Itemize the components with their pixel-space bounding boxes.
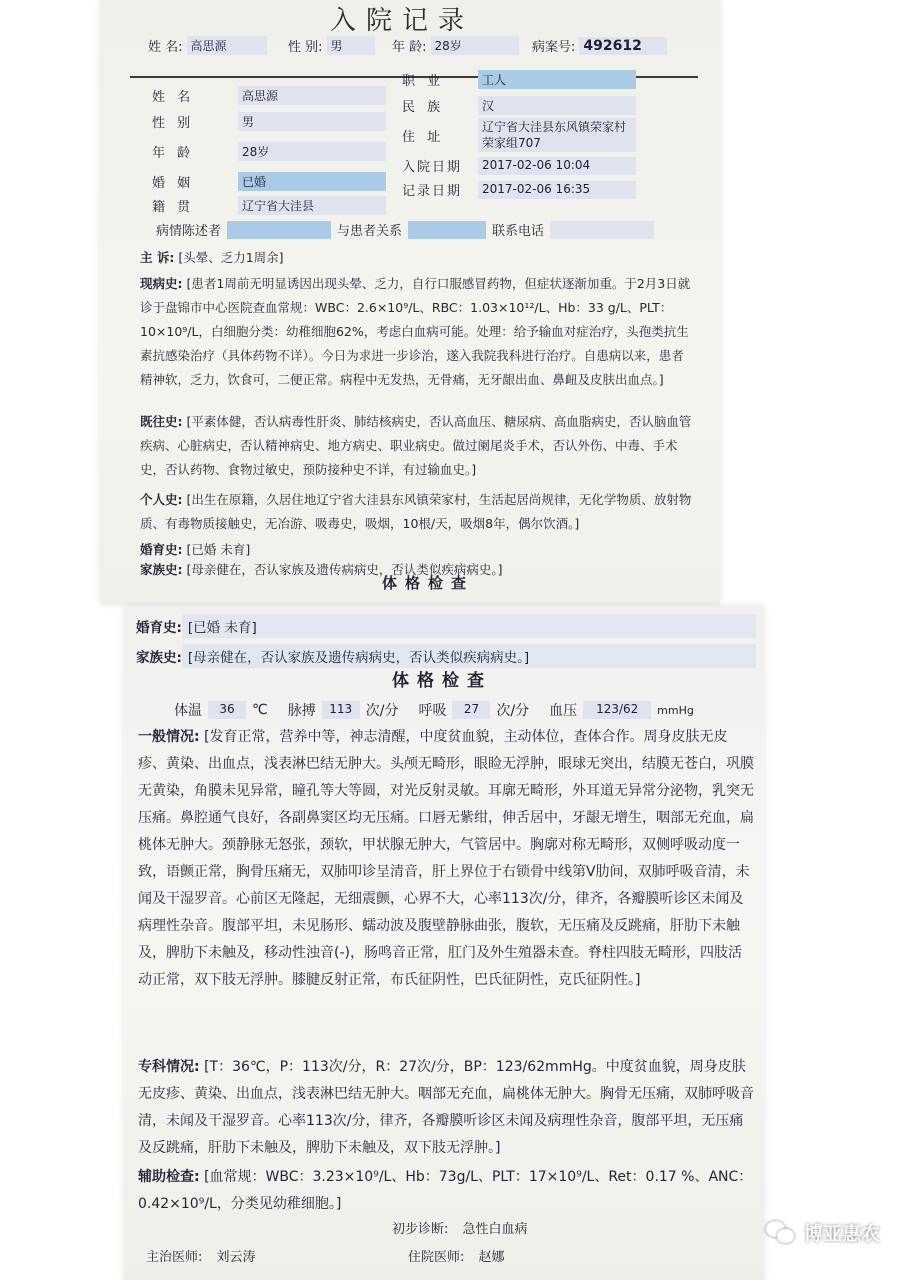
- relation-label: 与患者关系: [337, 224, 403, 239]
- specialty-condition: [138, 1054, 754, 1162]
- admission-record-page-2: [124, 606, 764, 1280]
- field-address: [402, 118, 636, 152]
- hpi-text: [患者1周前无明显诱因出现头晕、乏力，自行口服感冒药物，但症状逐渐加重。于2月3日就诊于盘锦市中心医院查血常规：WBC：2.6×10⁹/L、RBC：1.03×10¹²/L、Hb：33 g/L、PLT：10×10⁹/L，白细胞分类：幼稚细胞62%，考虑白血病可能。处理：给予输血对症治疗，头孢类抗生素抗感染治疗（具体药物不详）。今日为求进一步诊治，遂入我院我科进行治疗。自患病以来，患者精神软，乏力，饮食可，二便正常。病程中无发热，无骨痛，无牙龈出血、鼻衄及皮肤出血点。]: [140, 276, 691, 387]
- bp-label: 血压: [549, 703, 578, 719]
- narrator-row: [156, 220, 654, 239]
- field-value: 28岁: [238, 142, 386, 161]
- wechat-logo-icon: [766, 1221, 796, 1245]
- exam-heading: 体格检查: [392, 671, 492, 691]
- pulse-value: 113: [322, 701, 360, 719]
- personal-history: [140, 488, 696, 536]
- field-label: 姓 名: [152, 90, 195, 105]
- family-history-2: [136, 644, 756, 668]
- field-value: 已婚: [238, 172, 386, 191]
- field-label: 入院日期: [402, 160, 463, 175]
- header-case-label: 病案号:: [532, 40, 576, 55]
- header-case-value: 492612: [579, 37, 667, 55]
- page-title: 入院记录: [330, 6, 475, 36]
- personal-text: [出生在原籍，久居住地辽宁省大洼县东风镇荣家村，生活起居尚规律，无化学物质、放射物质、有毒物质接触史，无冶游、吸毒史，吸烟，10根/天，吸烟8年，偶尔饮酒。]: [140, 492, 692, 531]
- field-value: 汉: [478, 96, 636, 115]
- field-value: 辽宁省大洼县: [238, 196, 386, 215]
- field-value: 工人: [478, 70, 636, 89]
- diag-label: 初步诊断:: [392, 1222, 449, 1237]
- field-name: [152, 86, 386, 105]
- past-history: [140, 410, 696, 482]
- special-text: [T：36℃，P：113次/分，R：27次/分，BP：123/62mmHg。中度贫血貌，周身皮肤无皮疹、黄染、出血点，浅表淋巴结无肿大。咽部无充血，扁桃体无肿大。胸骨无压痛，双肺呼吸音清，未闻及干湿罗音。心率113次/分，律齐，各瓣膜听诊区未闻及病理性杂音，腹部平坦，无压痛及反跳痛，肝肋下未触及，脾肋下未触及，双下肢无浮肿。]: [138, 1059, 754, 1156]
- past-label: 既往史:: [140, 414, 183, 429]
- field-admission-date: [402, 156, 636, 175]
- header-sex-label: 性 别:: [288, 40, 323, 55]
- field-record-date: [402, 180, 636, 199]
- marital-label: 婚育史:: [136, 620, 182, 636]
- relation-value: [408, 221, 486, 239]
- field-label: 住 址: [402, 129, 445, 145]
- field-label: 年 龄: [152, 146, 195, 161]
- resp-label: 呼吸: [418, 703, 447, 719]
- resp-unit: 次/分: [496, 703, 530, 719]
- auxiliary-exam: [138, 1164, 754, 1218]
- field-ethnicity: [402, 96, 636, 115]
- family-label: 家族史:: [140, 562, 183, 577]
- resident-label: 住院医师:: [408, 1250, 465, 1265]
- field-value: 2017-02-06 16:35: [478, 181, 636, 199]
- past-text: [平素体健，否认病毒性肝炎、肺结核病史，否认高血压、糖尿病、高血脂病史，否认脑血管疾病、心脏病史，否认精神病史、地方病史、职业病史。做过阑尾炎手术，否认外伤、中毒、手术史，否认药物、食物过敏史，预防接种史不详，有过输血史。]: [140, 414, 692, 477]
- field-label: 籍 贯: [152, 200, 195, 215]
- field-label: 婚 姻: [152, 176, 195, 191]
- temp-value: 36: [208, 701, 246, 719]
- attending-physician: [146, 1246, 256, 1265]
- bp-unit: mmHg: [657, 703, 694, 717]
- personal-label: 个人史:: [140, 492, 183, 507]
- field-value: 辽宁省大洼县东风镇荣家村荣家组707: [478, 118, 636, 152]
- field-value: 男: [238, 112, 386, 131]
- aux-text: [血常规：WBC：3.23×10⁹/L、Hb：73g/L、PLT：17×10⁹/L、Ret：0.17 %、ANC：0.42×10⁹/L，分类见幼稚细胞。]: [138, 1169, 753, 1212]
- pulse-label: 脉搏: [287, 703, 316, 719]
- temp-unit: ℃: [252, 702, 268, 718]
- resp-value: 27: [452, 701, 490, 719]
- narrator-value: [227, 221, 331, 239]
- marital-history-2: [136, 614, 756, 638]
- field-age: [152, 142, 386, 161]
- resident-physician: [408, 1246, 505, 1265]
- field-label: 性 别: [152, 116, 195, 131]
- field-native-place: [152, 196, 386, 215]
- field-sex: [152, 112, 386, 131]
- field-label: 民 族: [402, 100, 445, 115]
- special-label: 专科情况:: [138, 1059, 200, 1075]
- narrator-label: 病情陈述者: [156, 224, 222, 239]
- chief-text: [头晕、乏力1周余]: [178, 250, 284, 265]
- general-condition: [138, 724, 754, 994]
- general-label: 一般情况:: [138, 729, 200, 745]
- family-label: 家族史:: [136, 650, 182, 666]
- chief-complaint: [140, 246, 696, 270]
- header-age-label: 年 龄:: [392, 40, 427, 55]
- header-name-label: 姓 名:: [148, 40, 183, 55]
- phone-label: 联系电话: [492, 224, 545, 239]
- present-illness: [140, 272, 696, 392]
- header-age-value: 28岁: [431, 36, 519, 55]
- hpi-label: 现病史:: [140, 276, 183, 291]
- header-sex-value: 男: [327, 36, 375, 55]
- header-case-no: [532, 36, 667, 55]
- family-text: [母亲健在，否认家族及遗传病病史，否认类似疾病病史。]: [186, 562, 503, 577]
- pulse-unit: 次/分: [365, 703, 399, 719]
- marital-label: 婚育史:: [140, 542, 183, 557]
- family-text: [母亲健在，否认家族及遗传病病史，否认类似疾病病史。]: [182, 644, 756, 668]
- field-label: 记录日期: [402, 184, 463, 199]
- header-name: [148, 36, 267, 55]
- chief-label: 主 诉:: [140, 250, 175, 265]
- preliminary-diagnosis: [392, 1218, 528, 1237]
- bp-value: 123/62: [583, 701, 651, 719]
- marital-text: [已婚 未育]: [186, 542, 251, 557]
- watermark-text: 博亚惠农: [803, 1223, 880, 1245]
- field-value: 高思源: [238, 86, 386, 105]
- attending-value: 刘云涛: [216, 1250, 256, 1265]
- marital-text: [已婚 未育]: [182, 614, 756, 638]
- admission-record-page-1: [100, 0, 720, 604]
- header-name-value: 高思源: [187, 36, 267, 55]
- exam-heading: 体格检查: [382, 574, 475, 592]
- header-age: [392, 36, 519, 55]
- vital-signs: [174, 700, 694, 720]
- attending-label: 主治医师:: [146, 1250, 203, 1265]
- resident-value: 赵娜: [478, 1250, 505, 1265]
- field-label: 职 业: [402, 74, 445, 89]
- diag-value: 急性白血病: [462, 1222, 528, 1237]
- field-marital: [152, 172, 386, 191]
- header-sex: [288, 36, 375, 55]
- temp-label: 体温: [174, 703, 202, 719]
- field-value: 2017-02-06 10:04: [478, 157, 636, 175]
- general-text: [发育正常，营养中等，神志清醒，中度贫血貌，主动体位，查体合作。周身皮肤无皮疹、黄染、出血点，浅表淋巴结无肿大。头颅无畸形，眼睑无浮肿，眼球无突出，结膜无苍白，巩膜无黄染，角膜未见异常，瞳孔等大等圆，对光反射灵敏。耳廓无畸形，外耳道无异常分泌物，乳突无压痛。鼻腔通气良好，各副鼻窦区均无压痛。口唇无紫绀，伸舌居中，牙龈无增生，咽部无充血，扁桃体无肿大。颈静脉无怒张，颈软，甲状腺无肿大，气管居中。胸廓对称无畸形，双侧呼吸动度一致，语颤正常，胸骨压痛无，双肺叩诊呈清音，肝上界位于右锁骨中线第Ⅴ肋间，双肺呼吸音清，未闻及干湿罗音。心前区无隆起，无细震颤，心界不大，心率113次/分，律齐，各瓣膜听诊区未闻及病理性杂音。腹部平坦，未见肠形、蠕动波及腹壁静脉曲张，腹软，无压痛及反跳痛，肝肋下未触及，脾肋下未触及，移动性浊音(-)，肠鸣音正常，肛门及外生殖器未查。脊柱四肢无畸形，四肢活动正常，双下肢无浮肿。膝腱反射正常，布氏征阴性，巴氏征阴性，克氏征阴性。]: [138, 729, 754, 988]
- aux-label: 辅助检查:: [138, 1169, 200, 1185]
- field-occupation: [402, 70, 636, 89]
- phone-value: [550, 221, 654, 239]
- watermark: [766, 1219, 880, 1246]
